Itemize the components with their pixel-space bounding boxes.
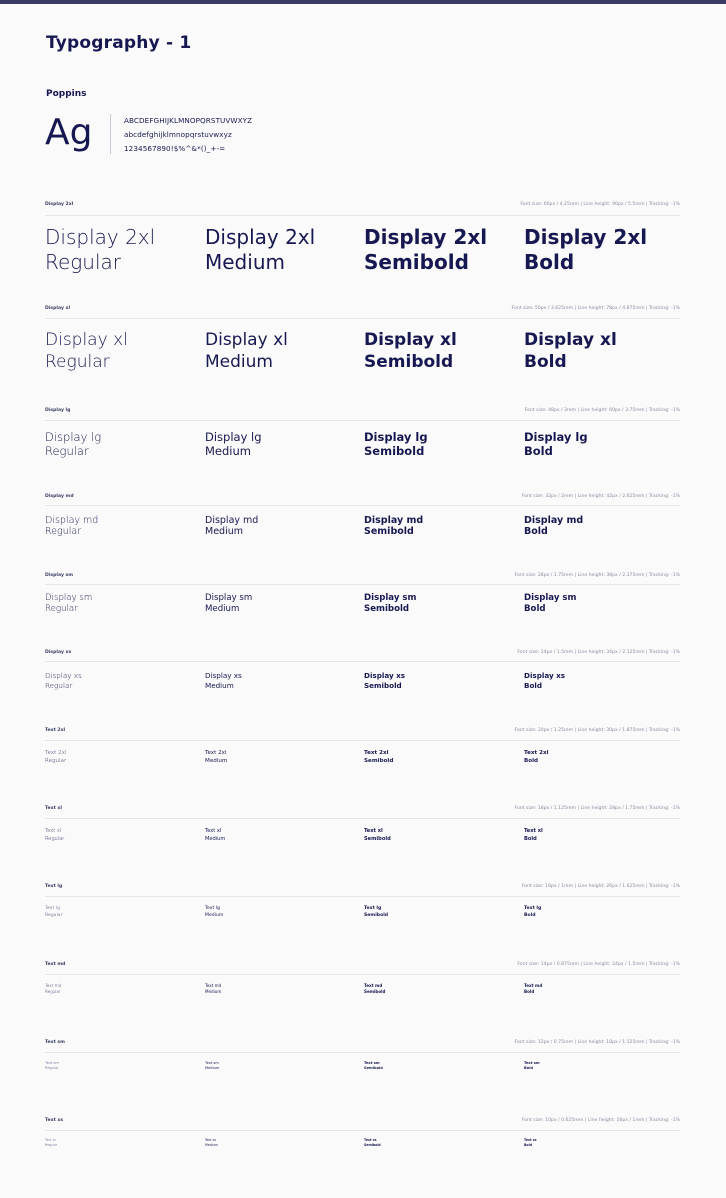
type-sample-name: Display 2xl [364,225,488,249]
type-style-header [45,306,680,316]
typeface-sample-glyph: Ag [45,112,93,153]
type-style-header [45,494,680,504]
type-sample-weight: Regular [45,836,65,842]
top-accent-bar [0,0,726,4]
type-style-spec: Font size: 32px / 2rem | Line height: 42px / 2.625rem | Tracking: -1% [521,494,680,499]
type-sample-semibold [364,1061,383,1071]
type-sample-bold [524,1138,537,1148]
typeface-name: Poppins [46,89,87,99]
type-sample-regular [45,1138,57,1148]
type-style-text-lg [45,884,680,923]
type-sample-weight: Bold [524,352,567,372]
type-sample-semibold [364,983,385,995]
type-sample-weight: Medium [205,1066,220,1070]
type-sample-medium [205,515,258,537]
type-sample-weight: Bold [524,444,553,458]
type-style-label: Display md [45,494,74,499]
type-sample-regular [45,1061,59,1071]
type-sample-name: Display xs [524,671,566,680]
type-style-spec: Font size: 56px / 3.625rem | Line height: 78px / 4.875rem | Tracking: -1% [511,306,680,311]
type-sample-name: Text 2xl [45,750,67,756]
type-style-spec: Font size: 28px / 1.75rem | Line height: 38px / 2.375rem | Tracking: -1% [514,573,680,578]
type-sample-regular [45,593,92,615]
type-sample-bold [524,905,541,919]
type-style-display-lg [45,408,680,462]
type-style-spec: Font size: 14px / 0.875rem | Line height: 24px / 1.5rem | Tracking: -1% [517,962,680,967]
type-style-display-xl [45,306,680,377]
type-sample-regular [45,515,98,537]
section-divider [45,974,680,975]
type-sample-name: Text sm [524,1061,540,1065]
type-style-display-md [45,494,680,541]
type-sample-weight: Bold [524,913,536,918]
section-divider [45,1130,680,1131]
type-sample-bold [524,329,617,373]
type-sample-weight: Regular [45,352,110,372]
type-style-header [45,202,680,212]
type-sample-name: Display sm [524,593,577,603]
type-sample-name: Display 2xl [524,225,648,249]
charset-symbols: 1234567890!$%^&*()_+-= [124,144,226,153]
type-sample-name: Text 2xl [364,750,389,756]
type-sample-name: Display md [205,515,259,526]
type-sample-regular [45,827,64,843]
type-sample-name: Display lg [524,430,588,444]
type-sample-name: Text xl [524,828,543,834]
type-sample-weight: Medium [205,913,224,918]
type-sample-medium [205,225,315,275]
type-sample-medium [205,329,288,373]
type-style-spec: Font size: 12px / 0.75rem | Line height: 18px / 1.125rem | Tracking: -1% [514,1040,680,1045]
type-sample-regular [45,671,82,691]
type-sample-weight: Bold [524,836,537,842]
type-sample-weight: Semibold [364,526,414,537]
type-style-text-md [45,962,680,999]
type-sample-semibold [364,905,388,919]
type-sample-weight: Regular [45,989,61,994]
type-sample-medium [205,430,262,458]
type-sample-name: Text md [364,983,383,988]
type-sample-name: Display xs [364,671,406,680]
type-sample-name: Display xs [45,671,82,680]
type-sample-regular [45,430,101,458]
type-sample-name: Text lg [205,906,220,911]
type-style-header [45,408,680,418]
type-style-header [45,1040,680,1050]
type-sample-name: Display xl [205,330,288,350]
type-sample-weight: Medium [205,444,251,458]
type-sample-weight: Regular [45,526,82,537]
type-sample-weight: Bold [524,681,543,690]
type-sample-bold [524,593,577,615]
type-style-spec: Font size: 18px / 1.125rem | Line height: 28px / 1.75rem | Tracking: -1% [514,806,680,811]
type-sample-regular [45,749,67,765]
type-sample-weight: Regular [45,913,63,918]
type-sample-name: Text md [524,983,543,988]
type-sample-bold [524,225,647,275]
type-sample-weight: Bold [524,758,539,764]
type-sample-name: Display xl [524,330,617,350]
type-sample-weight: Semibold [364,989,386,994]
section-divider [45,661,680,662]
type-sample-name: Text xs [524,1138,537,1142]
type-sample-weight: Bold [524,526,548,537]
type-sample-regular [45,983,61,995]
type-style-label: Text xs [45,1118,64,1123]
type-sample-name: Text xs [205,1138,217,1142]
type-sample-bold [524,983,542,995]
type-style-header [45,884,680,894]
type-style-label: Display 2xl [45,202,74,207]
type-sample-weight: Semibold [364,758,394,764]
type-sample-weight: Medium [205,604,240,614]
section-divider [45,505,680,506]
type-style-display-2xl [45,202,680,279]
type-sample-semibold [364,225,487,275]
type-sample-name: Display lg [205,430,262,444]
type-style-display-xs [45,650,680,695]
type-sample-regular [45,905,62,919]
type-style-header [45,728,680,738]
type-style-text-sm [45,1040,680,1075]
section-divider [45,318,680,319]
type-sample-weight: Semibold [364,681,402,690]
type-sample-weight: Semibold [364,1143,381,1147]
type-sample-medium [205,671,242,691]
type-sample-name: Display xl [45,330,128,350]
type-sample-medium [205,905,223,919]
type-sample-weight: Semibold [364,1066,383,1070]
type-style-display-sm [45,573,680,619]
type-sample-name: Text sm [364,1061,380,1065]
type-sample-medium [205,1138,218,1148]
type-sample-name: Text md [45,983,62,988]
type-sample-weight: Regular [45,604,78,614]
section-divider [45,818,680,819]
type-style-label: Text xl [45,806,62,811]
type-sample-weight: Semibold [364,444,425,458]
type-sample-semibold [364,827,391,843]
type-sample-name: Text lg [45,906,60,911]
type-sample-medium [205,827,225,843]
type-sample-name: Text 2xl [524,750,549,756]
type-sample-regular [45,329,128,373]
type-sample-name: Text md [205,983,222,988]
type-sample-weight: Medium [205,250,285,274]
type-sample-name: Display 2xl [45,225,156,249]
type-sample-name: Text sm [45,1061,59,1065]
type-sample-bold [524,515,583,537]
type-sample-name: Display xs [205,671,242,680]
type-sample-medium [205,983,221,995]
type-sample-name: Display xl [364,330,457,350]
charset-lowercase: abcdefghijklmnopqrstuvwxyz [124,130,232,139]
type-sample-weight: Medium [205,758,228,764]
type-style-label: Display xs [45,650,72,655]
charset-uppercase: ABCDEFGHIJKLMNOPQRSTUVWXYZ [124,116,253,125]
type-style-text-xl [45,806,680,847]
type-sample-weight: Medium [205,989,222,994]
type-sample-weight: Regular [45,1143,58,1147]
type-sample-weight: Bold [524,1066,534,1070]
type-sample-weight: Semibold [364,913,389,918]
type-sample-name: Text xl [205,828,222,834]
type-sample-semibold [364,430,428,458]
type-sample-weight: Regular [45,681,73,690]
type-sample-semibold [364,749,393,765]
type-sample-weight: Regular [45,250,122,274]
type-sample-name: Text xs [45,1138,57,1142]
type-sample-name: Display lg [364,430,428,444]
type-sample-medium [205,593,252,615]
type-sample-name: Display sm [205,593,253,603]
type-sample-weight: Regular [45,758,67,764]
type-sample-weight: Bold [524,989,535,994]
type-sample-name: Display md [45,515,99,526]
type-sample-name: Text sm [205,1061,219,1065]
section-divider [45,215,680,216]
type-sample-weight: Regular [45,1066,59,1070]
type-sample-weight: Medium [205,681,234,690]
type-style-header [45,806,680,816]
type-sample-weight: Regular [45,444,89,458]
type-style-header [45,573,680,583]
type-style-label: Display xl [45,306,71,311]
type-sample-weight: Semibold [364,836,391,842]
type-sample-name: Text xl [45,828,62,834]
type-sample-regular [45,225,155,275]
type-sample-semibold [364,1138,381,1148]
page-title: Typography - 1 [46,33,192,53]
type-sample-name: Text xs [364,1138,377,1142]
type-sample-name: Display lg [45,430,102,444]
type-sample-weight: Bold [524,604,546,614]
type-sample-weight: Medium [205,526,243,537]
type-sample-name: Display sm [364,593,417,603]
type-sample-name: Text lg [524,906,542,911]
type-style-spec: Font size: 16px / 1rem | Line height: 26px / 1.625rem | Tracking: -1% [521,884,680,889]
type-style-spec: Font size: 10px / 0.625rem | Line height: 16px / 1rem | Tracking: -1% [521,1118,680,1123]
section-divider [45,1052,680,1053]
type-sample-weight: Medium [205,1143,218,1147]
type-sample-bold [524,430,588,458]
type-style-spec: Font size: 24px / 1.5rem | Line height: 34px / 2.125rem | Tracking: -1% [517,650,680,655]
type-style-label: Text sm [45,1040,65,1045]
type-sample-semibold [364,593,417,615]
type-sample-weight: Semibold [364,352,454,372]
section-divider [45,896,680,897]
typeface-divider [110,114,111,154]
type-sample-weight: Medium [205,836,226,842]
type-style-spec: Font size: 60px / 4.25rem | Line height: 90px / 5.5rem | Tracking: -1% [520,202,680,207]
type-style-spec: Font size: 20px / 1.25rem | Line height: 30px / 1.875rem | Tracking: -1% [514,728,680,733]
type-sample-semibold [364,515,423,537]
type-sample-bold [524,1061,540,1071]
type-sample-bold [524,827,543,843]
type-sample-name: Display md [364,515,424,526]
type-sample-medium [205,749,227,765]
type-sample-weight: Medium [205,352,273,372]
type-sample-weight: Bold [524,1143,532,1147]
type-style-text-xs [45,1118,680,1152]
type-sample-semibold [364,671,405,691]
type-style-spec: Font size: 48px / 3rem | Line height: 60px / 3.75rem | Tracking: -1% [524,408,680,413]
section-divider [45,420,680,421]
type-style-label: Text md [45,962,66,967]
type-sample-weight: Bold [524,250,575,274]
type-sample-bold [524,749,549,765]
type-sample-name: Display md [524,515,584,526]
type-sample-name: Text 2xl [205,750,227,756]
type-style-label: Display sm [45,573,74,578]
type-sample-name: Text xl [364,828,383,834]
type-sample-weight: Semibold [364,604,410,614]
type-sample-name: Text lg [364,906,382,911]
type-style-header [45,650,680,660]
type-style-header [45,962,680,972]
section-divider [45,740,680,741]
type-style-label: Display lg [45,408,71,413]
type-style-header [45,1118,680,1128]
type-sample-medium [205,1061,219,1071]
type-style-label: Text lg [45,884,63,889]
type-sample-weight: Semibold [364,250,469,274]
type-sample-name: Display 2xl [205,225,316,249]
type-style-text-2xl [45,728,680,769]
type-style-label: Text 2xl [45,728,66,733]
type-sample-semibold [364,329,457,373]
type-sample-name: Display sm [45,593,93,603]
type-sample-bold [524,671,565,691]
section-divider [45,584,680,585]
